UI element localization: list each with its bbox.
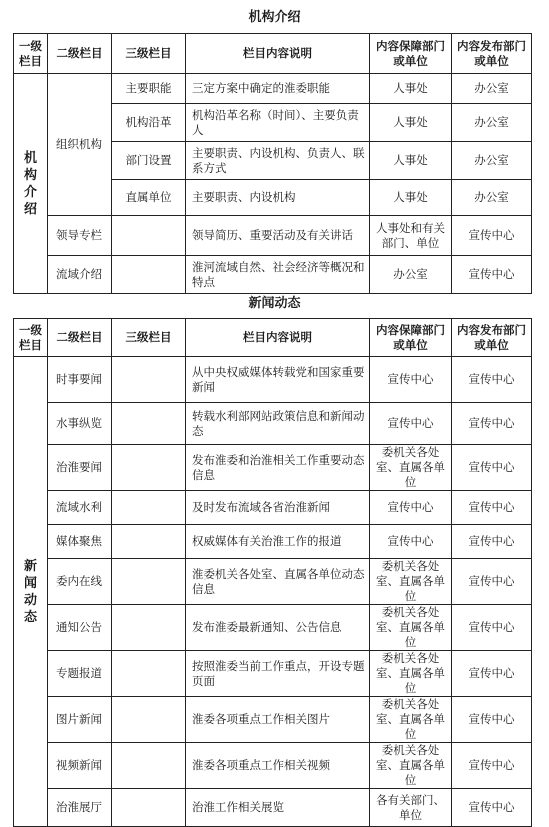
level2-cell: 组织机构	[48, 74, 112, 216]
description-cell: 发布淮委和治淮相关工作重要动态信息	[186, 445, 370, 491]
support-cell: 人事处	[370, 104, 452, 142]
publish-cell: 宣传中心	[452, 357, 532, 403]
table-row	[14, 216, 532, 256]
description-cell: 三定方案中确定的淮委职能	[186, 74, 370, 104]
support-cell: 委机关各处室、直属各单位	[370, 445, 452, 491]
level2-cell: 领导专栏	[48, 216, 112, 256]
publish-cell: 办公室	[452, 180, 532, 216]
support-cell: 委机关各处室、直属各单位	[370, 559, 452, 605]
table-row	[14, 559, 532, 605]
level3-cell	[112, 651, 186, 697]
description-cell: 淮委机关各处室、直属各单位动态信息	[186, 559, 370, 605]
level3-cell	[112, 605, 186, 651]
publish-cell: 宣传中心	[452, 651, 532, 697]
description-cell: 淮委各项重点工作相关视频	[186, 743, 370, 789]
table-row	[14, 357, 532, 403]
support-cell: 委机关各处室、直属各单位	[370, 605, 452, 651]
table-row	[14, 256, 532, 294]
table-row	[14, 445, 532, 491]
support-cell: 办公室	[370, 256, 452, 294]
description-cell: 淮委各项重点工作相关图片	[186, 697, 370, 743]
level3-cell	[112, 697, 186, 743]
level1-cell: 新闻动态	[14, 357, 48, 827]
level2-cell: 时事要闻	[48, 357, 112, 403]
level2-cell: 通知公告	[48, 605, 112, 651]
publish-cell: 宣传中心	[452, 559, 532, 605]
table-row	[14, 403, 532, 445]
level3-cell: 部门设置	[112, 142, 186, 180]
level2-cell: 专题报道	[48, 651, 112, 697]
level2-cell: 治淮要闻	[48, 445, 112, 491]
level2-cell: 媒体聚焦	[48, 525, 112, 559]
level3-cell	[112, 445, 186, 491]
level1-cell: 机构介绍	[14, 74, 48, 294]
header-support-dept: 内容保障部门或单位	[370, 319, 452, 357]
publish-cell: 宣传中心	[452, 491, 532, 525]
table-row	[14, 743, 532, 789]
publish-cell: 办公室	[452, 74, 532, 104]
header-level1: 一级栏目	[14, 319, 48, 357]
publish-cell: 宣传中心	[452, 789, 532, 827]
level3-cell: 主要职能	[112, 74, 186, 104]
support-cell: 人事处	[370, 142, 452, 180]
publish-cell: 宣传中心	[452, 697, 532, 743]
level2-cell: 图片新闻	[48, 697, 112, 743]
support-cell: 各有关部门、单位	[370, 789, 452, 827]
header-publish-dept: 内容发布部门或单位	[452, 34, 532, 74]
description-cell: 机构沿革名称（时间）、主要负责人	[186, 104, 370, 142]
support-cell: 委机关各处室、直属各单位	[370, 697, 452, 743]
description-cell: 按照淮委当前工作重点，开设专题页面	[186, 651, 370, 697]
level3-cell	[112, 559, 186, 605]
description-cell: 淮河流域自然、社会经济等概况和特点	[186, 256, 370, 294]
level3-cell	[112, 491, 186, 525]
publish-cell: 宣传中心	[452, 445, 532, 491]
support-cell: 宣传中心	[370, 357, 452, 403]
level2-cell: 治淮展厅	[48, 789, 112, 827]
level3-cell	[112, 357, 186, 403]
publish-cell: 宣传中心	[452, 743, 532, 789]
table-header-row	[14, 34, 532, 74]
support-cell: 人事处	[370, 74, 452, 104]
section-title-news: 新闻动态	[248, 296, 301, 311]
publish-cell: 办公室	[452, 104, 532, 142]
table-row	[14, 789, 532, 827]
level3-cell	[112, 256, 186, 294]
header-level2: 二级栏目	[48, 34, 112, 74]
support-cell: 人事处和有关部门、单位	[370, 216, 452, 256]
publish-cell: 宣传中心	[452, 256, 532, 294]
section-title-institution: 机构介绍	[248, 10, 301, 25]
header-level3: 三级栏目	[112, 319, 186, 357]
description-cell: 发布淮委最新通知、公告信息	[186, 605, 370, 651]
support-cell: 宣传中心	[370, 525, 452, 559]
level2-cell: 流域水利	[48, 491, 112, 525]
support-cell: 委机关各处室、直属各单位	[370, 651, 452, 697]
level3-cell: 机构沿革	[112, 104, 186, 142]
level2-cell: 视频新闻	[48, 743, 112, 789]
table-row	[14, 697, 532, 743]
description-cell: 治淮工作相关展览	[186, 789, 370, 827]
publish-cell: 宣传中心	[452, 216, 532, 256]
level3-cell	[112, 216, 186, 256]
level3-cell	[112, 789, 186, 827]
header-publish-dept: 内容发布部门或单位	[452, 319, 532, 357]
header-description: 栏目内容说明	[186, 34, 370, 74]
table-header-row	[14, 319, 532, 357]
institution-table	[13, 33, 532, 294]
level3-cell: 直属单位	[112, 180, 186, 216]
support-cell: 宣传中心	[370, 491, 452, 525]
header-level2: 二级栏目	[48, 319, 112, 357]
description-cell: 领导简历、重要活动及有关讲话	[186, 216, 370, 256]
level2-cell: 流域介绍	[48, 256, 112, 294]
table-row	[14, 491, 532, 525]
support-cell: 委机关各处室、直属各单位	[370, 743, 452, 789]
description-cell: 权威媒体有关治淮工作的报道	[186, 525, 370, 559]
table-row	[14, 74, 532, 104]
header-support-dept: 内容保障部门或单位	[370, 34, 452, 74]
publish-cell: 宣传中心	[452, 525, 532, 559]
news-table	[13, 318, 532, 827]
header-level3: 三级栏目	[112, 34, 186, 74]
table-row	[14, 651, 532, 697]
description-cell: 及时发布流域各省治淮新闻	[186, 491, 370, 525]
publish-cell: 办公室	[452, 142, 532, 180]
description-cell: 主要职责、内设机构	[186, 180, 370, 216]
header-level1: 一级栏目	[14, 34, 48, 74]
description-cell: 转载水利部网站政策信息和新闻动态	[186, 403, 370, 445]
description-cell: 从中央权威媒体转载党和国家重要新闻	[186, 357, 370, 403]
header-description: 栏目内容说明	[186, 319, 370, 357]
support-cell: 宣传中心	[370, 403, 452, 445]
level2-cell: 水事纵览	[48, 403, 112, 445]
table-row	[14, 605, 532, 651]
level3-cell	[112, 525, 186, 559]
description-cell: 主要职责、内设机构、负责人、联系方式	[186, 142, 370, 180]
level3-cell	[112, 743, 186, 789]
level2-cell: 委内在线	[48, 559, 112, 605]
publish-cell: 宣传中心	[452, 605, 532, 651]
level3-cell	[112, 403, 186, 445]
table-row	[14, 525, 532, 559]
publish-cell: 宣传中心	[452, 403, 532, 445]
support-cell: 人事处	[370, 180, 452, 216]
